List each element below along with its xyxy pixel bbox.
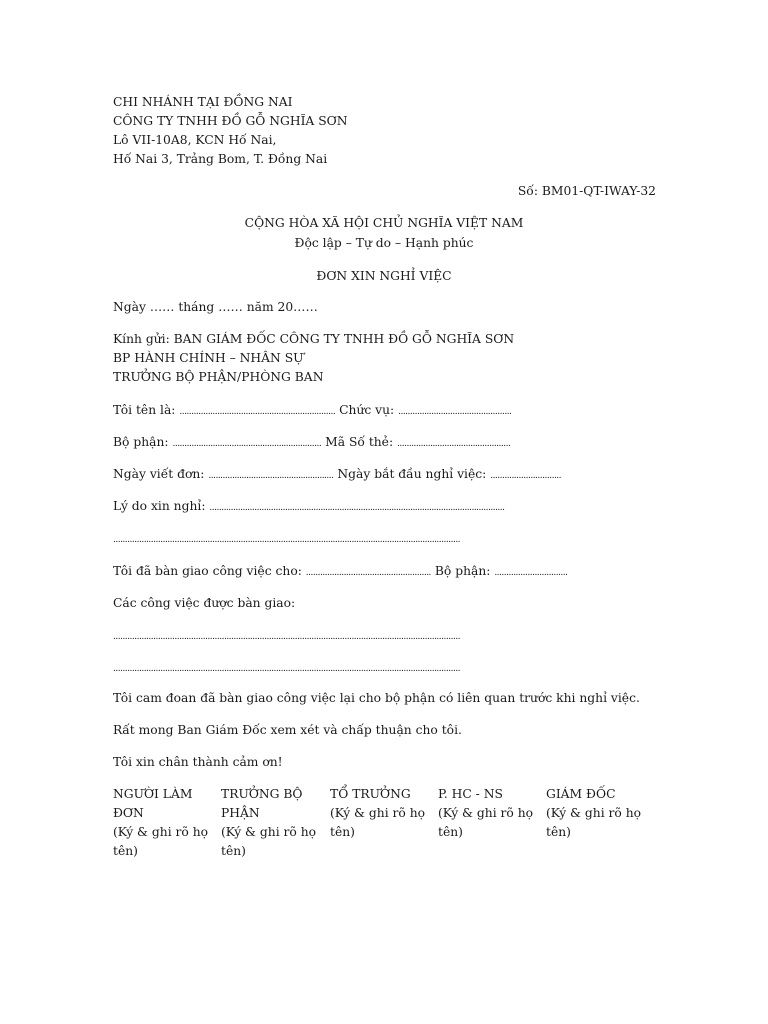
signature-applicant	[113, 785, 209, 861]
signature-title: TRƯỞNG BỘ PHẬN	[221, 787, 303, 820]
company-name: CÔNG TY TNHH ĐỒ GỖ NGHĨA SƠN	[113, 114, 348, 128]
signature-note: (Ký & ghi rõ họ tên)	[113, 825, 209, 858]
signature-director	[546, 785, 646, 842]
signature-dept-head	[221, 785, 317, 861]
signature-title: TỔ TRƯỞNG	[330, 787, 411, 801]
commitment-text: Tôi cam đoan đã bàn giao công việc lại cho bộ phận có liên quan trước khi nghỉ việc.	[113, 691, 640, 705]
start-date-field[interactable]: ..............................	[490, 471, 562, 481]
dates-row	[113, 465, 561, 485]
reason-label: Lý do xin nghỉ:	[113, 499, 206, 513]
reason-row	[113, 497, 505, 517]
reason-field-2[interactable]: ...................................................................................................................................................	[113, 535, 461, 545]
reason-field[interactable]: .............................................................................................................................	[209, 503, 505, 513]
national-motto: Độc lập – Tự do – Hạnh phúc	[294, 236, 474, 250]
start-date-label: Ngày bắt đầu nghỉ việc:	[337, 467, 487, 481]
signature-title: GIÁM ĐỐC	[546, 787, 616, 801]
tasks-label: Các công việc được bàn giao:	[113, 596, 296, 610]
position-field[interactable]: ................................................	[398, 407, 512, 417]
branch-name: CHI NHÁNH TẠI ĐỒNG NAI	[113, 95, 293, 109]
form-title: ĐƠN XIN NGHỈ VIỆC	[316, 269, 452, 283]
name-position-row	[113, 401, 511, 421]
date-line: Ngày …… tháng …… năm 20……	[113, 300, 318, 314]
handover-dept-field[interactable]: ...............................	[494, 568, 568, 578]
signature-note: (Ký & ghi rõ họ tên)	[546, 806, 642, 839]
company-address-line1: Lô VII-10A8, KCN Hố Nai,	[113, 133, 277, 147]
signature-hr	[438, 785, 536, 842]
dept-label: Bộ phận:	[113, 435, 169, 449]
name-field[interactable]: ..................................................................	[179, 407, 336, 417]
handover-label: Tôi đã bàn giao công việc cho:	[113, 564, 302, 578]
handover-dept-label: Bộ phận:	[434, 564, 491, 578]
tasks-row-1	[113, 626, 460, 646]
signature-title: NGƯỜI LÀM ĐƠN	[113, 787, 193, 820]
signature-note: (Ký & ghi rõ họ tên)	[330, 806, 426, 839]
handover-row	[113, 562, 568, 582]
reason-continuation-row	[113, 529, 460, 549]
company-address-line2: Hố Nai 3, Trảng Bom, T. Đồng Nai	[113, 152, 328, 166]
written-date-field[interactable]: .....................................................	[208, 471, 334, 481]
name-label: Tôi tên là:	[113, 403, 176, 417]
tasks-field-1[interactable]: ...................................................................................................................................................	[113, 632, 461, 642]
signature-note: (Ký & ghi rõ họ tên)	[221, 825, 317, 858]
signature-note: (Ký & ghi rõ họ tên)	[438, 806, 534, 839]
request-text: Rất mong Ban Giám Đốc xem xét và chấp thuận cho tôi.	[113, 723, 462, 737]
dept-card-row	[113, 433, 510, 453]
document-number: Số: BM01-QT-IWAY-32	[517, 184, 656, 198]
handover-field[interactable]: .....................................................	[305, 568, 431, 578]
recipient-line3: TRƯỞNG BỘ PHẬN/PHÒNG BAN	[113, 370, 324, 384]
recipient-line2: BP HÀNH CHÍNH – NHÂN SỰ	[113, 351, 304, 365]
card-field[interactable]: ................................................	[397, 439, 511, 449]
card-label: Mã Số thẻ:	[325, 435, 394, 449]
tasks-row-2	[113, 658, 460, 678]
position-label: Chức vụ:	[339, 403, 395, 417]
tasks-field-2[interactable]: ...................................................................................................................................................	[113, 664, 461, 674]
signature-title: P. HC - NS	[438, 787, 503, 801]
written-date-label: Ngày viết đơn:	[113, 467, 205, 481]
dept-field[interactable]: ...............................................................	[172, 439, 322, 449]
national-title: CỘNG HÒA XÃ HỘI CHỦ NGHĨA VIỆT NAM	[244, 216, 524, 230]
signature-team-leader	[330, 785, 428, 842]
recipient-line1: Kính gửi: BAN GIÁM ĐỐC CÔNG TY TNHH ĐỒ GỖ NGHĨA SƠN	[113, 332, 515, 346]
thanks-text: Tôi xin chân thành cảm ơn!	[113, 755, 283, 769]
